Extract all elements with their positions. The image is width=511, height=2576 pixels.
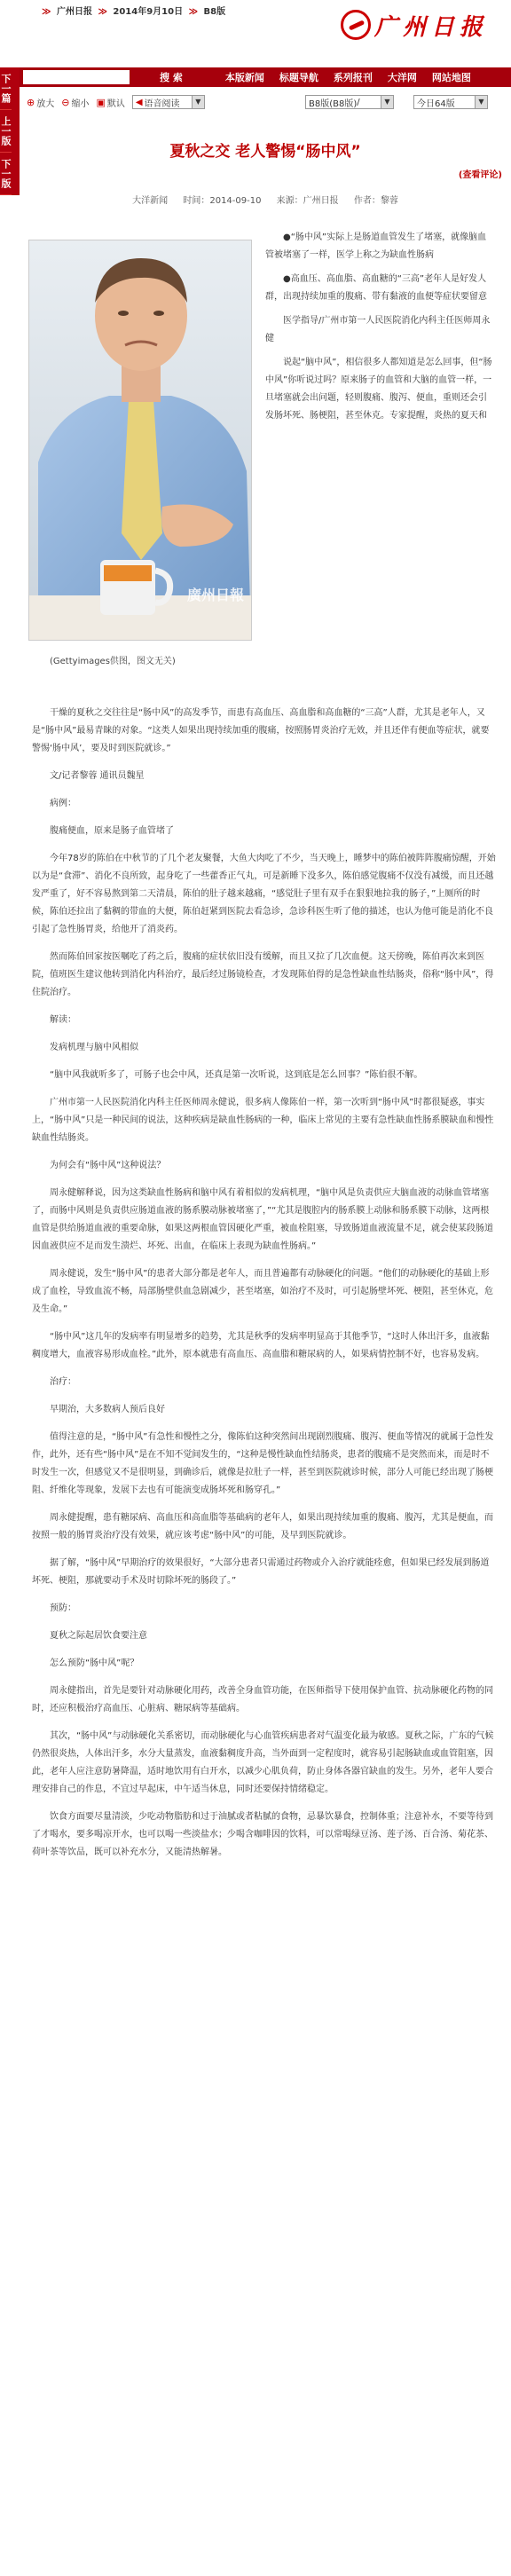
page	[20, 0, 511, 1857]
article-paragraph: 其次，“肠中风”与动脉硬化关系密切，而动脉硬化与心血管疾病患者对气温变化最为敏感。夏秋之际，广东的气候仍然很炎热，人体出汗多，水分大量蒸发，血液黏稠度升高，当外面到一定程度时，就容易引起肠缺血或血管阻塞，因此，老年人应注意防暑降温，适时地饮用有白开水，以减少心肌负荷，防止身体各器官缺血的发生。另外，老年人要合理安排自己的作息，不宜过早起床，中午适当休息，同时还要保持情绪稳定。	[32, 1731, 494, 1794]
speaker-icon: ◀	[135, 97, 143, 107]
article-paragraph: 为何会有“肠中风”这种说法？	[50, 1161, 166, 1170]
meta-source: 大洋新闻	[132, 196, 169, 206]
article-paragraph: 周永健说，发生“肠中风”的患者大部分都是老年人，而且普遍都有动脉硬化的问题。“他们的动脉硬化的基础上形成了血栓，导致血流不畅，局部肠壁供血急剧减少，甚至堵塞，如治疗不及时，可引起肠壁坏死、梗阻，甚至休克，危及生命。”	[32, 1269, 493, 1314]
article-right-column	[265, 229, 494, 431]
article-paragraph: 据了解，“肠中风”早期治疗的效果很好，“大部分患者只需通过药物或介入治疗就能痊愈，但如果已经发展到肠道坏死、梗阻，那就要动手术及时切除坏死的肠段了。”	[32, 1558, 490, 1586]
nav-link-publications[interactable]: 系列报刊	[333, 72, 373, 83]
chevron-down-icon: ▼	[192, 96, 204, 108]
toolbar	[20, 92, 511, 112]
article-paragraph: 值得注意的是，“肠中风”有急性和慢性之分，像陈伯这种突然间出现剧烈腹痛、腹泻、便血等情况的就属于急性发作，此外，还有些“肠中风”是在不知不觉间发生的，“这种是慢性缺血性结肠炎，患者的腹痛不是突然而来，而是时不时发生一次，但感觉又不是很明显，到确诊后，就像是拉肚子一样，甚至到医院就诊时候，部分人可能已经出现了肠梗阻、纤维化等现象，发展下去也有可能演变成肠坏死和肠穿孔。”	[32, 1432, 494, 1495]
nav-link-headlines[interactable]: 标题导航	[279, 72, 318, 83]
article-paragraph: 腹痛便血，原来是肠子血管堵了	[50, 826, 174, 836]
view-comments-link[interactable]: (查看评论)	[458, 170, 502, 180]
photo-caption: (Gettyimages供图，图文无关)	[50, 657, 176, 666]
meta-time: 时间：2014-09-10	[183, 196, 262, 206]
article-paragraph: 文/记者黎蓉 通讯员魏星	[50, 771, 145, 781]
article-paragraph: 然而陈伯回家按医嘱吃了药之后，腹痛的症状依旧没有缓解，而且又拉了几次血便。这天傍晚，陈伯再次来到医院，值班医生建议他转到消化内科治疗，最后经过肠镜检查，才发现陈伯得的是急性缺血性结肠炎，俗称“肠中风”，得住院治疗。	[32, 952, 494, 997]
photo-man-stomachache	[28, 240, 252, 641]
nav-link-sitemap[interactable]: 网站地图	[431, 72, 471, 83]
zoom-in-icon: ⊕	[27, 96, 35, 108]
article-paragraph: 广州市第一人民医院消化内科主任医师周永健说，很多病人像陈伯一样，第一次听到“肠中风”时都很疑惑，事实上，“肠中风”只是一种民间的说法，这种疾病是缺血性肠病的一种，临床上常见的主要有急性缺血性肠系膜缺血和慢性缺血性结肠炎。	[32, 1098, 494, 1143]
article-photo	[28, 240, 252, 641]
default-size-button[interactable]: ▣ 默认	[96, 96, 125, 109]
article-paragraph: 解读：	[50, 1015, 76, 1025]
lead-paragraph: 说起“脑中风”，相信很多人都知道是怎么回事，但“肠中风”你听说过吗？原来肠子的血管和大脑的血管一样，一旦堵塞就会出问题，轻则腹痛、腹泻、便血，重则还会引发肠坏死、肠梗阻，甚至休克。专家提醒，炎热的夏天和	[265, 358, 492, 421]
article-paragraph: 早期治，大多数病人预后良好	[50, 1405, 165, 1414]
summary-point-1: ●“肠中风”实际上是肠道血管发生了堵塞，就像脑血管被堵塞了一样，医学上称之为缺血性肠病	[265, 232, 487, 260]
medical-guidance: 医学指导/广州市第一人民医院消化内科主任医师周永健	[265, 316, 491, 343]
left-nav-strip	[0, 67, 20, 195]
next-article-link[interactable]: 下一篇	[0, 67, 12, 110]
reset-icon: ▣	[96, 96, 106, 108]
site-logo	[341, 7, 488, 43]
search-input[interactable]	[23, 70, 130, 84]
arrow-icon: ≫	[98, 7, 107, 17]
breadcrumb	[39, 4, 225, 17]
article-title: 夏秋之交 老人警惕“肠中风”	[169, 143, 361, 161]
today-pages-select[interactable]: 今日64版 ▼	[413, 95, 488, 109]
chevron-down-icon: ▼	[381, 96, 393, 108]
article-paragraph: 今年78岁的陈伯在中秋节的了几个老友聚餐，大鱼大肉吃了不少，当天晚上，睡梦中的陈伯被阵阵腹痛惊醒，开始以为是“食滞”、消化不良所致，起身吃了一些藿香正气丸，可是新睡下没多久，陈伯感觉腹痛不仅没有减缓，而且还越发严重了，好不容易熬到第二天清晨，陈伯的肚子越来越痛，“感觉肚子里有双手在狠狠地拉我的肠子，”上厕所的时候，陈伯还拉出了黏稠的带血的大便，陈伯赶紧到医院去看急诊，急诊科医生听了他的描述，也认为他可能是消化不良引起了急性肠胃炎，给他开了消炎药。	[32, 854, 496, 934]
breadcrumb-date[interactable]: 2014年9月10日	[113, 7, 184, 17]
article-paragraph: 预防：	[50, 1603, 76, 1613]
logo-emblem-icon	[341, 10, 371, 40]
article-paragraph: 周永健解释说，因为这类缺血性肠病和脑中风有着相似的发病机理，“脑中风是负责供应大脑血液的动脉血管堵塞了，而肠中风则是负责供应肠道血液的肠系膜动脉被堵塞了，”“尤其是腹腔内的肠系膜上动脉和肠系膜下动脉，这两根血管是供给肠道血液的重要命脉，如果这两根血管因硬化严重，被血栓阻塞，导致肠道血液流量不足，就会使某段肠道因血液供应不足而发生溃烂、坏死、出血，在临床上表现为缺血性肠病。”	[32, 1188, 493, 1251]
breadcrumb-paper[interactable]: 广州日报	[56, 7, 92, 17]
article-paragraph: “肠中风”这几年的发病率有明显增多的趋势，尤其是秋季的发病率明显高于其他季节，“这时人体出汗多，血液黏稠度增大，血液容易形成血栓。”此外，原本就患有高血压、高血脂和糖尿病的人，如果病情控制不好，也容易发病。	[32, 1332, 490, 1359]
breadcrumb-section[interactable]: B8版	[203, 7, 226, 17]
article-meta	[20, 193, 511, 206]
article-paragraph: 怎么预防“肠中风”呢？	[50, 1658, 139, 1668]
zoom-out-icon: ⊖	[61, 96, 70, 108]
nav-bar	[20, 67, 511, 87]
meta-origin: 来源：广州日报	[276, 196, 339, 206]
article-paragraph: “脑中风我就听多了，可肠子也会中风，还真是第一次听说，这到底是怎么回事？”陈伯很不解。	[50, 1070, 423, 1080]
search-button[interactable]: 搜 索	[160, 72, 183, 83]
article-paragraph: 周永健指出，首先是要针对动脉硬化用药，改善全身血管功能，在医师指导下使用保护血管、抗动脉硬化药物的同时，还应积极治疗高血压、心脏病、糖尿病等基础病。	[32, 1686, 493, 1713]
meta-author: 作者：黎蓉	[353, 196, 398, 206]
watermark-logo-text: 廣州日報	[186, 587, 245, 603]
prev-page-link[interactable]: 上一版	[0, 110, 12, 153]
article-paragraph: 饮食方面要尽量清淡，少吃动物脂肪和过于油腻或者粘腻的食物，忌暴饮暴食，控制体重；注意补水，不要等待到了才喝水，要多喝凉开水，也可以喝一些淡盐水；少喝含咖啡因的饮料，可以常喝绿豆汤、莲子汤、百合汤、菊花茶、荷叶茶等饮品，既可以补充水分，又能清热解暑。	[32, 1812, 493, 1857]
audio-read-select[interactable]: ◀ 语音阅读 ▼	[132, 95, 205, 109]
zoom-out-button[interactable]: ⊖ 缩小	[61, 96, 90, 109]
nav-link-dayoo[interactable]: 大洋网	[387, 72, 417, 83]
photo-illustration	[29, 240, 252, 641]
article-paragraph: 干燥的夏秋之交往往是“肠中风”的高发季节，而患有高血压、高血脂和高血糖的“三高”人群，尤其是老年人，又是“肠中风”最易青睐的对象。“这类人如果出现持续加重的腹痛，按照肠胃炎治疗无效，并且还伴有便血等症状，就要警惕‘肠中风’，要及时到医院就诊。”	[32, 708, 490, 753]
article-paragraph: 病例：	[50, 799, 76, 808]
zoom-in-button[interactable]: ⊕ 放大	[27, 96, 55, 109]
summary-point-2: ●高血压、高血脂、高血糖的“三高”老年人是好发人群，出现持续加重的腹痛、带有黏液的血便等症状要留意	[265, 274, 487, 302]
article-paragraph: 发病机理与脑中风相似	[50, 1043, 138, 1052]
nav-link-page-news[interactable]: 本版新闻	[224, 72, 264, 83]
arrow-icon: ≫	[42, 7, 51, 17]
logo-text: 广州日报	[373, 13, 488, 41]
header	[20, 0, 511, 51]
next-page-link[interactable]: 下一版	[0, 153, 12, 195]
chevron-down-icon: ▼	[475, 96, 487, 108]
article-body	[32, 705, 497, 1871]
article-paragraph: 周永健提醒，患有糖尿病、高血压和高血脂等基础病的老年人，如果出现持续加重的腹痛、腹泻，尤其是便血，而按照一般的肠胃炎治疗没有效果，就应该考虑“肠中风”的可能，及早到医院就诊。	[32, 1513, 493, 1540]
arrow-icon: ≫	[188, 7, 199, 17]
page-select[interactable]: B8版(B8版) / ▼	[305, 95, 394, 109]
article-paragraph: 夏秋之际起居饮食要注意	[50, 1631, 147, 1641]
article-paragraph: 治疗：	[50, 1377, 76, 1387]
